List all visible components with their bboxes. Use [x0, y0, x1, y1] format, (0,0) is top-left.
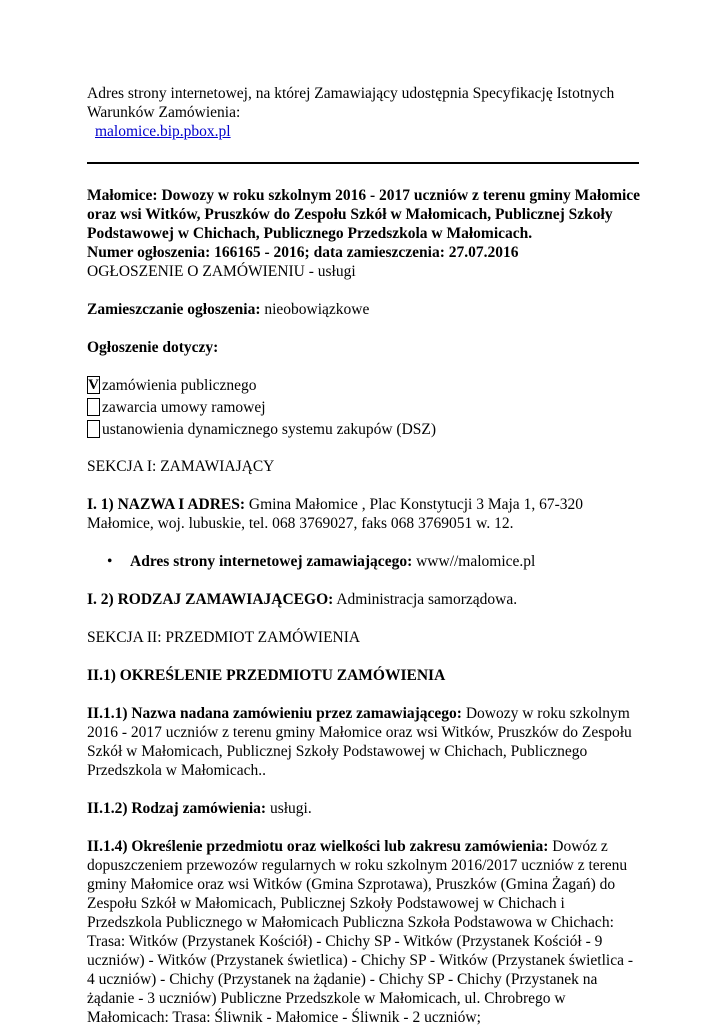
bullet-icon: • [107, 553, 113, 570]
checkbox-checked[interactable]: V [88, 376, 99, 393]
publication-line: Zamieszczanie ogłoszenia: nieobowiązkowe [87, 301, 370, 318]
name-address: I. 1) NAZWA I ADRES: Gmina Małomice , Plac Konstytucji 3 Maja 1, 67-320 Małomice, woj. lubuskie, tel. 068 3769027, faks 068 3769051 w. 12. [87, 496, 583, 532]
option-dsz [87, 418, 643, 440]
concerns-options [87, 374, 643, 440]
section2-heading: SEKCJA II: PRZEDMIOT ZAMÓWIENIA [87, 629, 361, 646]
notice-type: OGŁOSZENIE O ZAMÓWIENIU - usługi [87, 263, 356, 280]
option-label: zawarcia umowy ramowej [102, 398, 266, 416]
checkbox-unchecked[interactable] [87, 398, 100, 416]
section2-subheading: II.1) OKREŚLENIE PRZEDMIOTU ZAMÓWIENIA [87, 667, 446, 684]
siwz-intro: Adres strony internetowej, na której Zamawiający udostępnia Specyfikację Istotnych Warunków Zamówienia: [87, 85, 615, 121]
checkbox-unchecked[interactable] [87, 420, 100, 438]
divider [87, 162, 639, 164]
option-framework-agreement [87, 396, 643, 418]
option-label: zamówienia publicznego [102, 376, 257, 394]
contract-name: II.1.1) Nazwa nadana zamówieniu przez zamawiającego: Dowozy w roku szkolnym 2016 - 2017 uczniów z terenu gminy Małomice oraz wsi Witków, Pruszków do Zespołu Szkół w Małomicach, Publicznej Szkoły Podstawowej w Chichach, Publicznego Przedszkola w Małomicach.. [87, 705, 632, 779]
website-item [107, 552, 643, 571]
contracting-type: I. 2) RODZAJ ZAMAWIAJĄCEGO: Administracja samorządowa. [87, 591, 518, 608]
website-text: Adres strony internetowej zamawiającego: www//malomice.pl [130, 553, 536, 570]
document-page [87, 84, 643, 1027]
option-label: ustanowienia dynamicznego systemu zakupów (DSZ) [102, 420, 437, 438]
section1-heading: SEKCJA I: ZAMAWIAJĄCY [87, 458, 275, 475]
option-public-contract [87, 374, 643, 396]
notice-title: Małomice: Dowozy w roku szkolnym 2016 - 2017 uczniów z terenu gminy Małomice oraz wsi Witków, Pruszków do Zespołu Szkół w Małomicach, Publicznej Szkoły Podstawowej w Chichach, Publicznego Przedszkola w Małomicach. [87, 187, 641, 242]
contract-kind: II.1.2) Rodzaj zamówienia: usługi. [87, 800, 312, 817]
contract-scope: II.1.4) Określenie przedmiotu oraz wielkości lub zakresu zamówienia: Dowóz z dopuszczeniem przewozów regularnych w roku szkolnym 2016/2017 uczniów z terenu gminy Małomice oraz wsi Witków (Gmina Szprotawa), Pruszków (Gmina Żagań) do Zespołu Szkół w Małomicach, Publicznej Szkoły Podstawowej w Chichach i Przedszkola Publicznego w Małomicach Publiczna Szkoła Podstawowa w Chichach: Trasa: Witków (Przystanek Kościół) - Chichy SP - Witków (Przystanek Kościół - 9 uczniów) - Witków (Przystanek świetlica) - Chichy SP - Witków (Przystanek świetlica - 4 uczniów) - Chichy (Przystanek na żądanie) - Chichy SP - Chichy (Przystanek na żądanie - 3 uczniów) Publiczne Przedszkole w Małomicach, ul. Chrobrego w Małomicach: Trasa: Śliwnik - Małomice - Śliwnik - 2 uczniów; [87, 838, 634, 1026]
notice-number: Numer ogłoszenia: 166165 - 2016; data zamieszczenia: 27.07.2016 [87, 244, 519, 261]
concerns-heading: Ogłoszenie dotyczy: [87, 339, 219, 356]
siwz-link[interactable]: malomice.bip.pbox.pl [95, 123, 231, 140]
